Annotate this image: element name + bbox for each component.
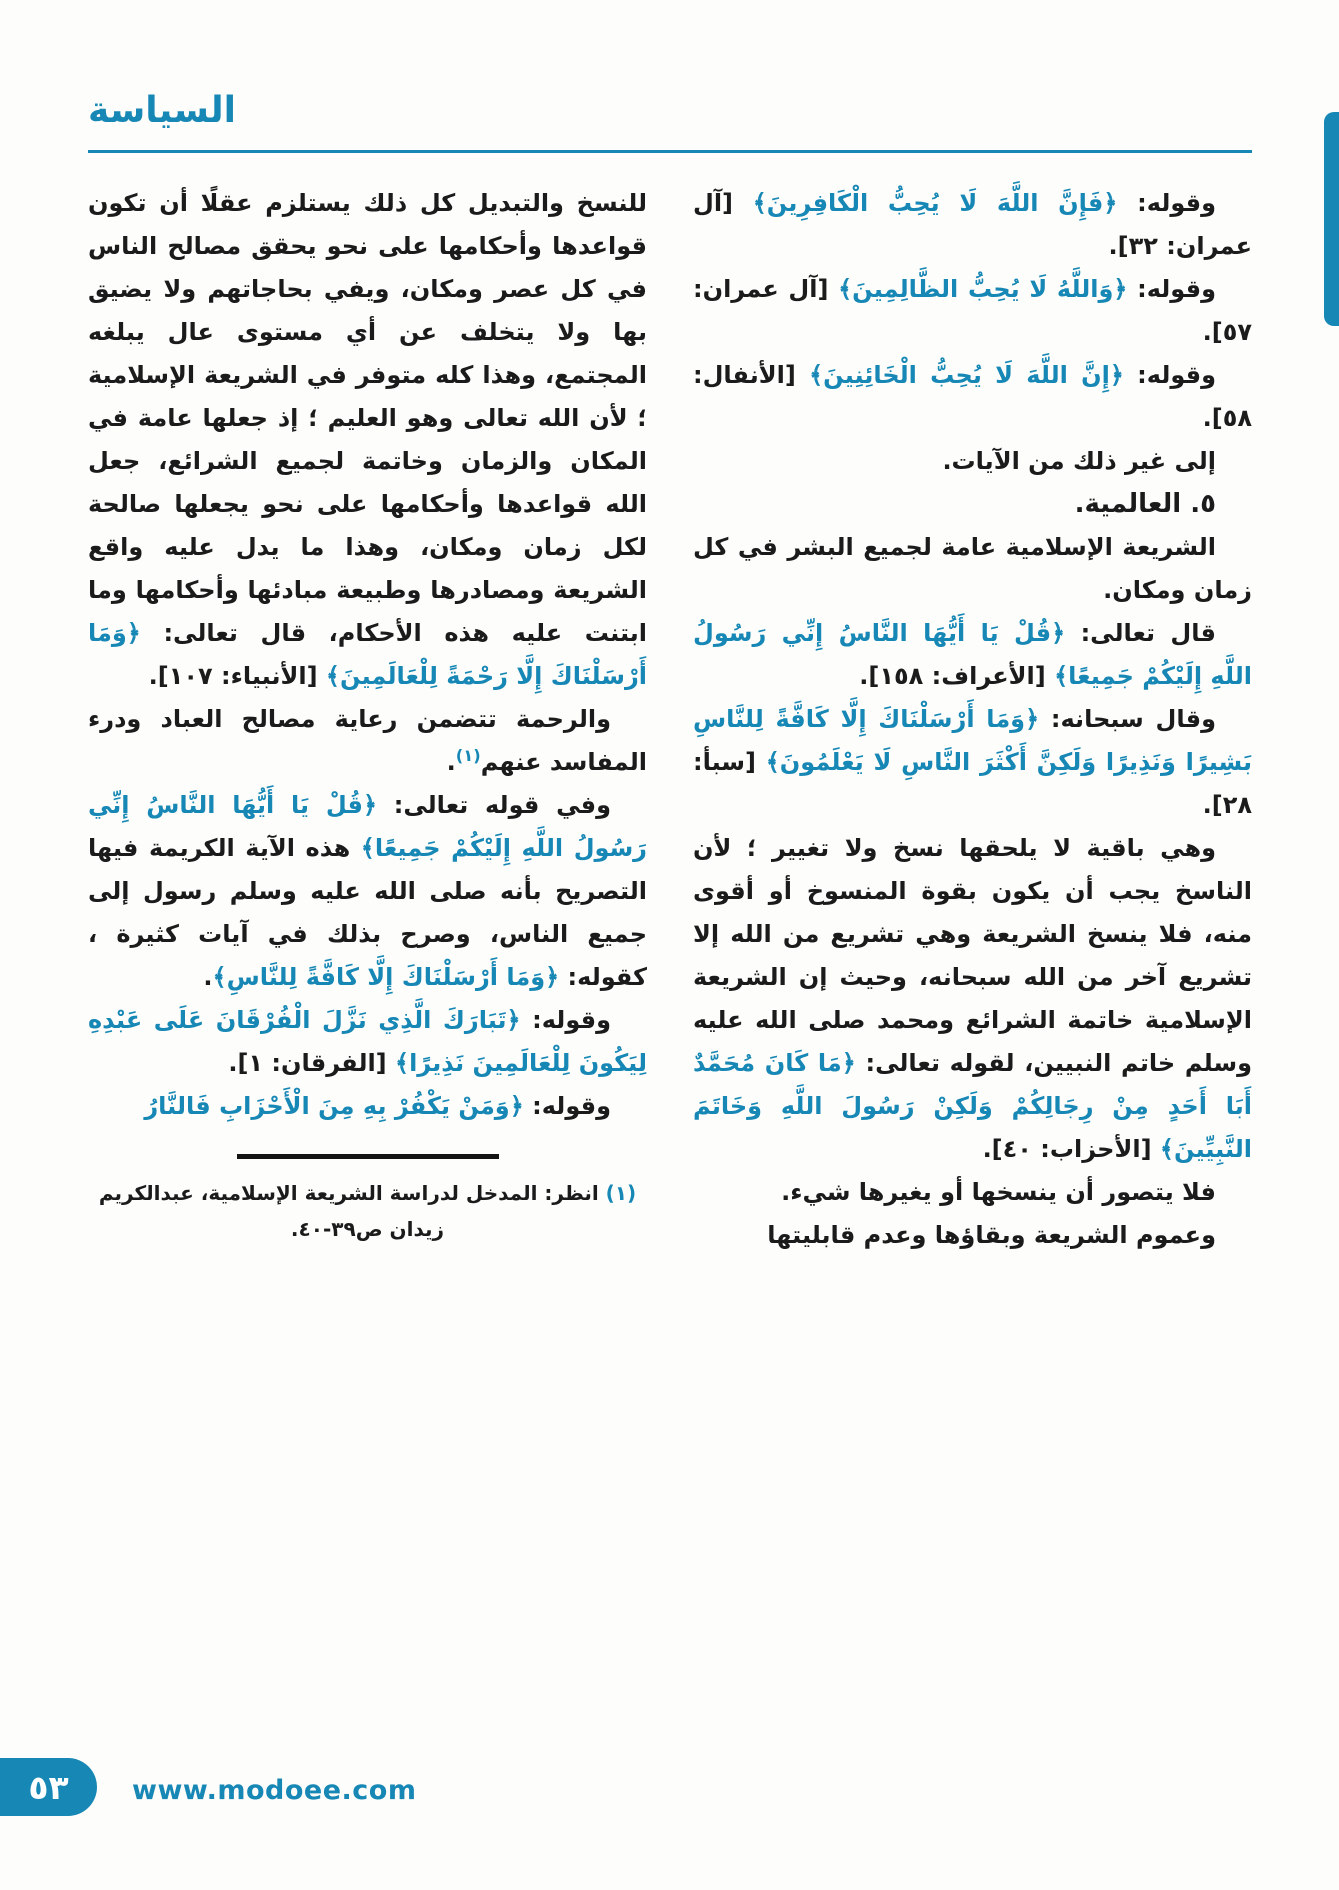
body-text: [الأعراف: ١٥٨]. [859, 662, 1055, 690]
quran-verse: ﴿وَمَا أَرْسَلْنَاكَ إِلَّا كَافَّةً لِلنَّاسِ بَشِيرًا وَنَذِيرًا وَلَكِنَّ أَكْثَرَ النَّاسِ لَا يَعْلَمُونَ﴾ [693, 705, 1252, 776]
footnote-divider [237, 1154, 499, 1159]
quran-verse: ﴿وَاللَّهُ لَا يُحِبُّ الظَّالِمِينَ﴾ [838, 275, 1128, 303]
footnote [88, 1175, 647, 1247]
footnote-body: انظر: المدخل لدراسة الشريعة الإسلامية، عبدالكريم زيدان ص٣٩-٤٠. [98, 1181, 606, 1241]
body-text: [الأنبياء: ١٠٧]. [148, 662, 326, 690]
quran-verse: ﴿مَا كَانَ مُحَمَّدٌ أَبَا أَحَدٍ مِنْ رِجَالِكُمْ وَلَكِنْ رَسُولَ اللَّهِ وَخَاتَمَ النَّبِيِّينَ﴾ [693, 1049, 1252, 1163]
text-columns [88, 182, 1252, 1257]
body-text: [الفرقان: ١]. [228, 1049, 396, 1077]
column-right [693, 182, 1252, 1257]
body-text: وهي باقية لا يلحقها نسخ ولا تغيير ؛ لأن الناسخ يجب أن يكون بقوة المنسوخ أو أقوى منه، فلا ينسخ الشريعة وهي تشريع من الله إلا تشريع آخر من الله سبحانه، وحيث إن الشريعة الإسلامية خاتمة الشرائع ومحمد صلى الله عليه وسلم خاتم النبيين، لقوله تعالى: [693, 834, 1252, 1077]
body-text: هذه الآية الكريمة فيها التصريح بأنه صلى الله عليه وسلم رسول إلى جميع الناس، وصرح بذلك في آيات كثيرة ، كقوله: [88, 834, 647, 991]
body-text: فلا يتصور أن ينسخها أو يغيرها شيء. [781, 1178, 1216, 1206]
body-text: وقوله: [523, 1092, 611, 1120]
quran-verse: ﴿وَمَنْ يَكْفُرْ بِهِ مِنَ الْأَحْزَابِ فَالنَّارُ [144, 1092, 524, 1120]
paragraph [88, 1085, 647, 1128]
quran-verse: ﴿إِنَّ اللَّهَ لَا يُحِبُّ الْخَائِنِينَ﴾ [809, 361, 1124, 389]
header-divider [88, 150, 1252, 153]
footnote-marker: (١) [455, 746, 481, 765]
paragraph [88, 999, 647, 1085]
quran-verse: ﴿قُلْ يَا أَيُّهَا النَّاسُ إِنِّي رَسُولُ اللَّهِ إِلَيْكُمْ جَمِيعًا﴾ [693, 619, 1252, 690]
body-text: وفي قوله تعالى: [377, 791, 611, 819]
body-text: . [446, 748, 456, 776]
quran-verse: ﴿فَإِنَّ اللَّهَ لَا يُحِبُّ الْكَافِرِينَ﴾ [752, 189, 1118, 217]
page-number-badge [0, 1758, 97, 1816]
footnote-number: (١) [605, 1181, 637, 1205]
body-text: [آل عمران: ٣٢]. [693, 189, 1252, 260]
paragraph [693, 354, 1252, 440]
paragraph [693, 1171, 1252, 1214]
body-text: [آل عمران: ٥٧]. [693, 275, 1252, 346]
body-text: . [203, 963, 213, 991]
paragraph [693, 698, 1252, 827]
paragraph [693, 440, 1252, 483]
body-text: وقوله: [520, 1006, 611, 1034]
body-text: إلى غير ذلك من الآيات. [942, 447, 1216, 475]
paragraph [88, 182, 647, 698]
quran-verse: ﴿وَمَا أَرْسَلْنَاكَ إِلَّا رَحْمَةً لِلْعَالَمِينَ﴾ [88, 619, 647, 690]
page-number: ٥٣ [28, 1767, 69, 1807]
quran-verse: ﴿قُلْ يَا أَيُّهَا النَّاسُ إِنِّي رَسُولُ اللَّهِ إِلَيْكُمْ جَمِيعًا﴾ [88, 791, 647, 862]
body-text: الشريعة الإسلامية عامة لجميع البشر في كل زمان ومكان. [693, 533, 1252, 604]
body-text: قال تعالى: [1065, 619, 1216, 647]
footnote-section [88, 1154, 647, 1247]
quran-verse: ﴿وَمَا أَرْسَلْنَاكَ إِلَّا كَافَّةً لِلنَّاسِ﴾ [212, 963, 560, 991]
paragraph [693, 182, 1252, 268]
paragraph [693, 526, 1252, 612]
website-link[interactable]: www.modoee.com [132, 1775, 417, 1806]
body-text: وقوله: [1123, 361, 1217, 389]
paragraph [693, 268, 1252, 354]
paragraph [88, 784, 647, 999]
quran-verse: ﴿تَبَارَكَ الَّذِي نَزَّلَ الْفُرْقَانَ عَلَى عَبْدِهِ لِيَكُونَ لِلْعَالَمِينَ نَذِيرًا﴾ [88, 1006, 647, 1077]
body-text: وقال سبحانه: [1039, 705, 1216, 733]
body-text: ٥. العالمية. [1074, 489, 1216, 519]
body-text: [الأنفال: ٥٨]. [693, 361, 1252, 432]
page-header-title: السياسة [88, 90, 236, 131]
body-text: والرحمة تتضمن رعاية مصالح العباد ودرء المفاسد عنهم [88, 705, 647, 776]
section-heading [693, 483, 1252, 526]
body-text: [سبأ: ٢٨]. [693, 748, 1252, 819]
paragraph [693, 612, 1252, 698]
column-left-wrap [88, 182, 647, 1247]
body-text: وقوله: [1117, 189, 1217, 217]
body-text: [الأحزاب: ٤٠]. [982, 1135, 1160, 1163]
body-text: وقوله: [1127, 275, 1216, 303]
body-text: للنسخ والتبديل كل ذلك يستلزم عقلًا أن تكون قواعدها وأحكامها على نحو يحقق مصالح الناس في كل عصر ومكان، ويفي بحاجاتهم ولا يضيق بها ولا يتخلف عن أي مستوى عال يبلغه المجتمع، وهذا كله متوفر في الشريعة الإسلامية ؛ لأن الله تعالى وهو العليم ؛ إذ جعلها عامة في المكان والزمان وخاتمة لجميع الشرائع، جعل الله قواعدها وأحكامها على نحو يجعلها صالحة لكل زمان ومكان، وهذا ما يدل عليه واقع الشريعة ومصادرها وطبيعة مبادئها وأحكامها وما ابتنت عليه هذه الأحكام، قال تعالى: [88, 189, 647, 647]
paragraph [693, 1214, 1252, 1257]
paragraph [693, 827, 1252, 1171]
side-tab-marker [1324, 112, 1339, 326]
paragraph [88, 698, 647, 784]
column-left [88, 182, 647, 1128]
body-text: وعموم الشريعة وبقاؤها وعدم قابليتها [767, 1221, 1216, 1249]
